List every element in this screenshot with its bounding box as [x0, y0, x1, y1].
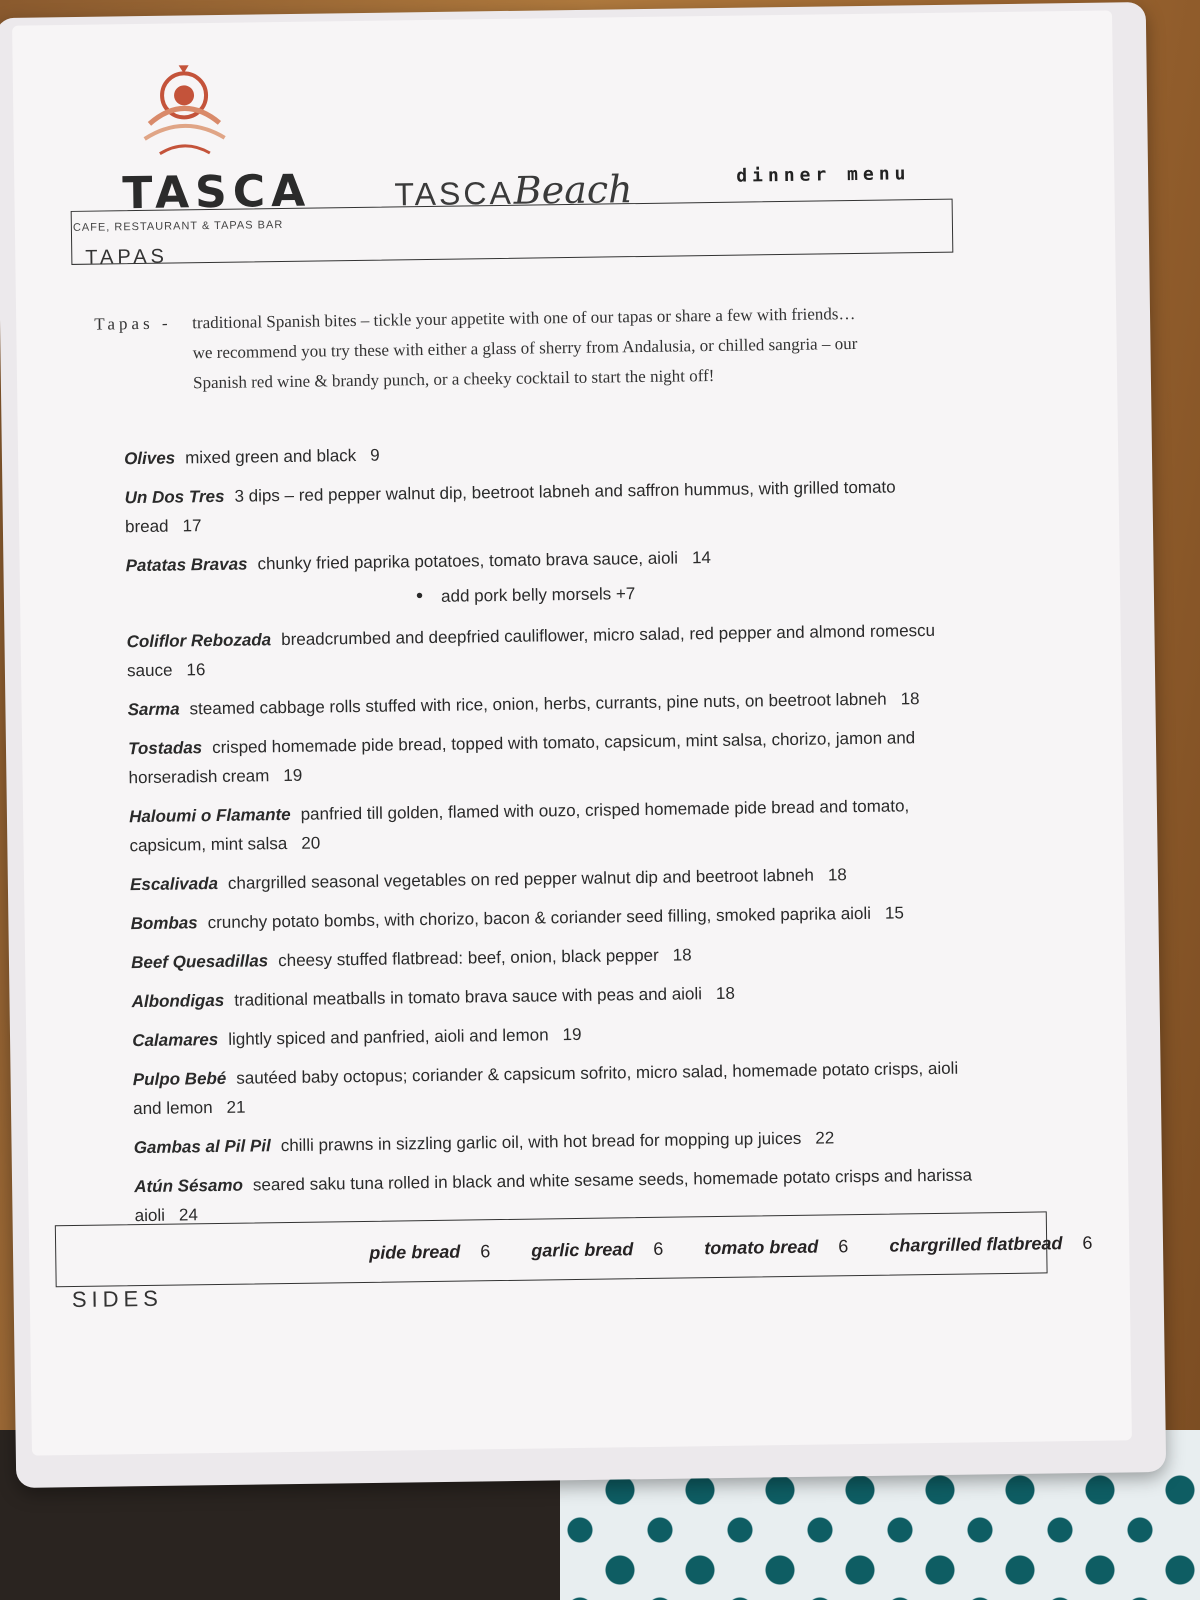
side-name: chargrilled flatbread	[889, 1233, 1063, 1256]
brand-script: Beach	[513, 167, 633, 213]
menu-item	[124, 432, 964, 473]
item-desc: crisped homemade pide bread, topped with tomato, capsicum, mint salsa, chorizo, jamon and horseradish cream	[128, 728, 916, 788]
menu-item	[130, 897, 970, 938]
menu-type-label: dinner menu	[736, 163, 911, 187]
item-price: 22	[815, 1128, 835, 1148]
logo-tagline: CAFE, RESTAURANT & TAPAS BAR	[72, 218, 284, 234]
item-name: Coliflor Rebozada	[126, 630, 272, 652]
item-desc: sautéed baby octopus; coriander & capsicum sofrito, micro salad, homemade potato crisps, aioli and lemon	[133, 1058, 959, 1119]
item-name: Pulpo Bebé	[132, 1068, 227, 1090]
item-name: Haloumi o Flamante	[128, 804, 291, 827]
item-price: 21	[226, 1097, 246, 1117]
item-desc: breadcrumbed and deepfried cauliflower, micro salad, red pepper and almond romescu sauce	[126, 620, 936, 681]
item-name: Atún Sésamo	[134, 1175, 244, 1197]
item-price: 14	[691, 548, 712, 568]
side-price: 6	[1082, 1232, 1093, 1253]
menu-item	[131, 936, 971, 977]
menu-item	[132, 1014, 972, 1055]
tapas-header-box	[71, 199, 954, 265]
item-desc: lightly spiced and panfried, aioli and lemon	[228, 1025, 549, 1049]
item-price: 18	[900, 689, 920, 709]
tapas-list	[124, 432, 975, 1240]
tapas-heading: TAPAS	[85, 245, 169, 269]
item-price: 18	[715, 983, 736, 1004]
item-desc: crunchy potato bombs, with chorizo, bacon & coriander seed filling, smoked paprika aioli	[207, 903, 872, 933]
bullet-icon: •	[415, 585, 424, 608]
side-item	[369, 1241, 490, 1264]
addon-line	[416, 574, 966, 611]
item-name: Olives	[123, 448, 176, 469]
side-item	[704, 1236, 848, 1259]
item-price: 24	[178, 1205, 198, 1225]
item-name: Gambas al Pil Pil	[133, 1136, 271, 1158]
side-price: 6	[480, 1241, 491, 1262]
item-name: Sarma	[127, 699, 180, 720]
sides-heading: SIDES	[71, 1285, 164, 1313]
pomegranate-emblem-icon	[129, 63, 240, 165]
item-price: 16	[186, 660, 206, 680]
menu-item	[130, 858, 970, 899]
item-name: Tostadas	[128, 738, 203, 759]
menu-item	[124, 471, 965, 541]
item-name: Bombas	[130, 913, 198, 934]
item-name: Beef Quesadillas	[131, 951, 269, 973]
item-name: Patatas Bravas	[125, 554, 248, 576]
item-price: 18	[827, 865, 847, 885]
item-name: Un Dos Tres	[124, 486, 225, 508]
intro-text: traditional Spanish bites – tickle your appetite with one of our tapas or share a few with friends… we recommend you try these with either a glass of sherry from Andalusia, or chilled sangria – our Spanish red wine & brandy punch, or a cheeky cocktail to start the night off!	[192, 304, 858, 393]
addon-text: add pork belly morsels +7	[440, 584, 636, 606]
side-name: pide bread	[369, 1241, 461, 1263]
side-item	[531, 1239, 663, 1262]
item-desc: steamed cabbage rolls stuffed with rice, onion, herbs, currants, pine nuts, on beetroot labneh	[189, 689, 887, 719]
item-price: 18	[672, 945, 692, 965]
tapas-intro	[94, 299, 875, 400]
menu-item	[125, 539, 965, 580]
item-price: 17	[182, 516, 202, 536]
item-price: 9	[370, 445, 380, 465]
item-desc: chunky fried paprika potatoes, tomato brava sauce, aioli	[257, 548, 679, 574]
item-desc: 3 dips – red pepper walnut dip, beetroot labneh and saffron hummus, with grilled tomato bread	[124, 477, 896, 537]
logo-wordmark: TASCA	[122, 165, 312, 220]
item-desc: seared saku tuna rolled in black and white sesame seeds, homemade potato crisps and harissa aioli	[134, 1165, 973, 1226]
brand-main: TASCA	[394, 174, 515, 213]
side-item	[889, 1233, 1092, 1257]
side-name: garlic bread	[531, 1239, 634, 1261]
item-desc: chilli prawns in sizzling garlic oil, with hot bread for mopping up juices	[280, 1128, 802, 1156]
menu-item	[127, 683, 967, 724]
menu-item	[128, 722, 969, 792]
item-name: Calamares	[132, 1029, 219, 1051]
item-price: 19	[562, 1024, 582, 1045]
menu-sheet	[12, 10, 1132, 1455]
item-name: Escalivada	[129, 873, 219, 895]
side-price: 6	[838, 1236, 849, 1257]
menu-item	[132, 975, 972, 1016]
intro-label: Tapas -	[94, 313, 172, 334]
item-desc: cheesy stuffed flatbread: beef, onion, black pepper	[278, 945, 659, 971]
menu-item	[126, 615, 967, 685]
menu-item	[133, 1053, 974, 1123]
item-name: Albondigas	[131, 990, 225, 1012]
item-desc: mixed green and black	[185, 445, 357, 468]
item-price: 15	[884, 903, 905, 923]
item-price: 20	[301, 833, 321, 853]
item-desc: traditional meatballs in tomato brava sauce with peas and aioli	[234, 984, 703, 1010]
item-desc: chargrilled seasonal vegetables on red pepper walnut dip and beetroot labneh	[227, 865, 815, 893]
side-price: 6	[653, 1238, 664, 1259]
item-price: 19	[283, 765, 303, 786]
item-desc: panfried till golden, flamed with ouzo, crisped homemade pide bread and tomato, capsicum, mint salsa	[129, 796, 910, 856]
menu-item	[134, 1121, 974, 1162]
side-name: tomato bread	[704, 1236, 819, 1259]
menu-item	[129, 790, 970, 860]
